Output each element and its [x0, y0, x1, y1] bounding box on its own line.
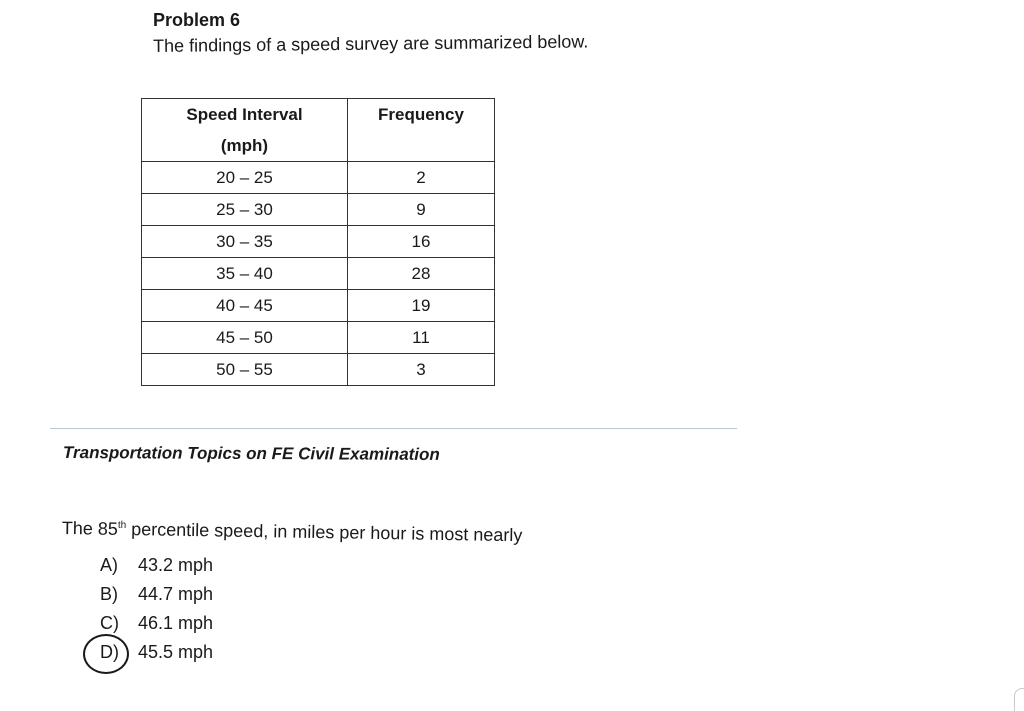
question-text-end: percentile speed, in miles per hour is most nearly [126, 519, 523, 546]
choice-letter: A) [100, 555, 118, 575]
page-corner-mark [1014, 688, 1024, 711]
frequency-cell: 16 [348, 226, 495, 258]
speed-survey-table [141, 98, 495, 386]
table-row [142, 162, 495, 194]
choice-c[interactable] [100, 609, 213, 638]
header-speed-interval [142, 99, 348, 162]
section-divider [50, 428, 737, 429]
problem-title: Problem 6 [153, 10, 241, 30]
table-row [142, 354, 495, 386]
frequency-cell: 9 [348, 194, 495, 226]
choice-text: 45.5 mph [138, 642, 214, 662]
interval-cell: 30 – 35 [142, 226, 348, 258]
interval-cell: 40 – 45 [142, 290, 348, 322]
interval-cell: 35 – 40 [142, 258, 348, 290]
table-row [142, 258, 495, 290]
interval-cell: 25 – 30 [142, 194, 348, 226]
header-frequency: Frequency [348, 99, 495, 162]
interval-cell: 20 – 25 [142, 162, 348, 194]
frequency-cell: 28 [348, 258, 495, 290]
header-speed-interval-line1: Speed Interval [186, 105, 303, 124]
frequency-cell: 3 [348, 354, 495, 386]
problem-intro: The findings of a speed survey are summarized below. [153, 31, 589, 56]
frequency-cell: 19 [348, 290, 495, 322]
choice-letter: C) [100, 613, 119, 633]
choice-a[interactable] [100, 551, 213, 580]
choice-text: 44.7 mph [138, 584, 214, 604]
frequency-cell: 2 [348, 162, 495, 194]
section-topic-heading: Transportation Topics on FE Civil Examination [62, 443, 440, 464]
table-row [142, 226, 495, 258]
table-row [142, 194, 495, 226]
frequency-cell: 11 [348, 322, 495, 354]
table-header-row [142, 99, 495, 162]
table-row [142, 322, 495, 354]
choice-text: 46.1 mph [138, 613, 214, 633]
question-ordinal-suffix: th [117, 519, 127, 532]
table-row [142, 290, 495, 322]
choice-letter: D) [100, 642, 119, 662]
interval-cell: 50 – 55 [142, 354, 348, 386]
header-speed-interval-line2: (mph) [220, 136, 269, 155]
question-text [62, 518, 523, 546]
choice-letter: B) [100, 584, 118, 604]
choice-b[interactable] [100, 580, 213, 609]
question-text-start: The 85 [61, 518, 119, 539]
selected-answer-circle-mark [83, 634, 129, 674]
interval-cell: 45 – 50 [142, 322, 348, 354]
choice-text: 43.2 mph [138, 555, 214, 575]
